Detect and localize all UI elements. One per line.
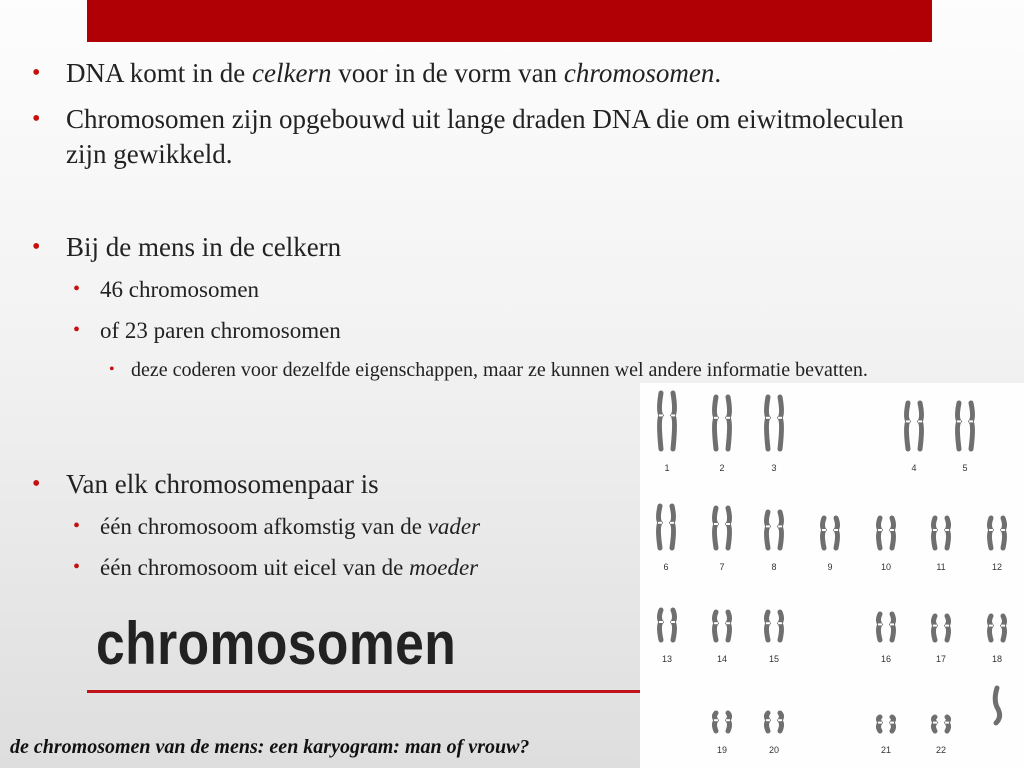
chromosome xyxy=(836,518,838,548)
chromosome-number-label: 16 xyxy=(880,654,892,664)
chromosome-pair xyxy=(714,612,730,664)
bullet-marker: • xyxy=(109,361,115,378)
chromosome xyxy=(1003,616,1005,640)
chromosome-number-label: 19 xyxy=(716,745,728,755)
chromosome xyxy=(879,717,881,731)
chromosome xyxy=(672,506,674,548)
bullet-marker: • xyxy=(32,234,41,260)
top-accent-bar xyxy=(87,0,932,42)
chromosome xyxy=(659,506,661,548)
chromosome-pair xyxy=(933,717,949,755)
chromosome-pair xyxy=(714,397,730,473)
chromosome-pair xyxy=(766,713,782,755)
chromosome xyxy=(660,610,662,640)
chromosome-pair xyxy=(989,616,1005,664)
chromosome-number-label: 14 xyxy=(716,654,728,664)
chromosome xyxy=(728,397,730,449)
chromosome-pair xyxy=(906,403,922,473)
chromosome-number-label: 2 xyxy=(719,463,725,473)
bullet-marker: • xyxy=(32,60,41,86)
chromosome-number-label: 4 xyxy=(911,463,917,473)
chromosome xyxy=(892,614,894,640)
chromosome xyxy=(934,616,936,640)
chromosome xyxy=(879,518,881,548)
karyogram-graphic xyxy=(640,383,1024,768)
bullet-text: één chromosoom uit eicel van de xyxy=(100,555,410,580)
chromosome xyxy=(728,612,730,640)
chromosome xyxy=(971,403,973,449)
chromosome xyxy=(767,612,769,640)
chromosome xyxy=(879,614,881,640)
chromosome-number-label: 20 xyxy=(768,745,780,755)
chromosome-pair xyxy=(714,508,730,572)
chromosome-number-label: 17 xyxy=(935,654,947,664)
chromosome-number-label: 5 xyxy=(962,463,968,473)
chromosome xyxy=(1003,518,1005,548)
subbullet-moeder xyxy=(73,553,660,582)
chromosome xyxy=(947,518,949,548)
bullet-marker: • xyxy=(73,515,81,537)
chromosome xyxy=(767,397,769,449)
sex-chromosome xyxy=(995,688,999,723)
bullet-text: . xyxy=(714,58,722,88)
chromosome xyxy=(715,713,717,731)
chromosome xyxy=(990,518,992,548)
chromosome-pair xyxy=(659,393,675,473)
bullet-dna xyxy=(32,56,936,91)
bullet-text: deze coderen voor dezelfde eigenschappen, maar ze kunnen wel andere informatie bevatten. xyxy=(131,359,868,381)
chromosome xyxy=(907,403,909,449)
chromosome-number-label: 3 xyxy=(771,463,777,473)
chromosome-pair xyxy=(766,397,782,473)
chromosome xyxy=(823,518,825,548)
chromosome xyxy=(715,397,717,449)
chromosome-number-label: 11 xyxy=(936,562,946,572)
bullet-marker: • xyxy=(73,319,81,341)
chromosome-pair xyxy=(933,518,949,572)
bullet-chromosomen-structure xyxy=(32,102,936,172)
chromosome-number-label: 12 xyxy=(991,562,1003,572)
chromosome xyxy=(660,393,662,449)
chromosome-number-label: 6 xyxy=(663,562,669,572)
bullet-text: voor in de vorm van xyxy=(331,58,564,88)
bullet-text: één chromosoom afkomstig van de xyxy=(100,514,428,539)
chromosome-number-label: 15 xyxy=(768,654,780,664)
chromosome xyxy=(767,512,769,548)
title-underline xyxy=(87,690,642,693)
chromosome-number-label: 7 xyxy=(719,562,725,572)
bullet-marker: • xyxy=(32,471,41,497)
chromosome xyxy=(767,713,769,731)
chromosome-pair xyxy=(766,612,782,664)
bullet-text: Van elk chromosomenpaar is xyxy=(66,469,379,499)
image-caption: de chromosomen van de mens: een karyogram: man of vrouw? xyxy=(10,736,530,758)
term-moeder: moeder xyxy=(409,555,479,580)
chromosome xyxy=(715,612,717,640)
subbullet-vader xyxy=(73,512,660,541)
chromosome-pair xyxy=(714,713,730,755)
chromosome-pair xyxy=(878,717,894,755)
subbullet-46 xyxy=(73,275,660,304)
chromosome-pair xyxy=(658,506,674,572)
chromosome-number-label: 21 xyxy=(880,745,892,755)
bullet-text: of 23 paren chromosomen xyxy=(100,318,341,343)
bullet-text: Chromosomen zijn opgebouwd uit lange draden DNA die om eiwitmoleculen zijn gewikkeld. xyxy=(66,104,904,169)
chromosome-number-label: 1 xyxy=(664,463,670,473)
term-vader: vader xyxy=(427,514,481,539)
chromosome xyxy=(728,713,730,731)
chromosome xyxy=(934,717,936,731)
slide-title: chromosomen xyxy=(96,610,457,677)
term-celkern: celkern xyxy=(252,58,332,88)
chromosome xyxy=(780,713,782,731)
chromosome-pair xyxy=(878,614,894,664)
chromosome xyxy=(892,518,894,548)
bullet-marker: • xyxy=(73,278,81,300)
karyogram-image xyxy=(640,383,1024,768)
chromosome xyxy=(920,403,922,449)
chromosome xyxy=(947,717,949,731)
bullet-text: DNA komt in de xyxy=(66,58,252,88)
chromosome-number-label: 13 xyxy=(661,654,673,664)
chromosome-pair xyxy=(659,610,675,664)
chromosome xyxy=(990,616,992,640)
chromosome-number-label: 22 xyxy=(935,745,947,755)
chromosome-pair xyxy=(766,512,782,572)
bullet-text: 46 chromosomen xyxy=(100,277,260,302)
bullet-marker: • xyxy=(73,556,81,578)
chromosome-pair xyxy=(822,518,838,572)
chromosome xyxy=(728,508,730,548)
chromosome xyxy=(892,717,894,731)
bullet-marker: • xyxy=(32,106,41,132)
chromosome xyxy=(673,610,675,640)
chromosome xyxy=(715,508,717,548)
subsubbullet-coderen xyxy=(109,355,891,385)
chromosome-number-label: 9 xyxy=(827,562,833,572)
subbullet-23-paren xyxy=(73,316,660,345)
bullet-text: Bij de mens in de celkern xyxy=(66,232,342,262)
term-chromosomen: chromosomen xyxy=(563,58,715,88)
chromosome-pair xyxy=(878,518,894,572)
chromosome-pair xyxy=(989,518,1005,572)
chromosome-number-label: 8 xyxy=(771,562,777,572)
bullet-mens xyxy=(32,230,936,265)
chromosome xyxy=(780,397,782,449)
chromosome xyxy=(673,393,675,449)
chromosome xyxy=(934,518,936,548)
chromosome xyxy=(947,616,949,640)
chromosome-pair xyxy=(957,403,973,473)
chromosome-number-label: 18 xyxy=(991,654,1003,664)
chromosome-pair xyxy=(933,616,949,664)
chromosome xyxy=(780,612,782,640)
chromosome-number-label: 10 xyxy=(880,562,892,572)
chromosome xyxy=(958,403,960,449)
chromosome xyxy=(780,512,782,548)
